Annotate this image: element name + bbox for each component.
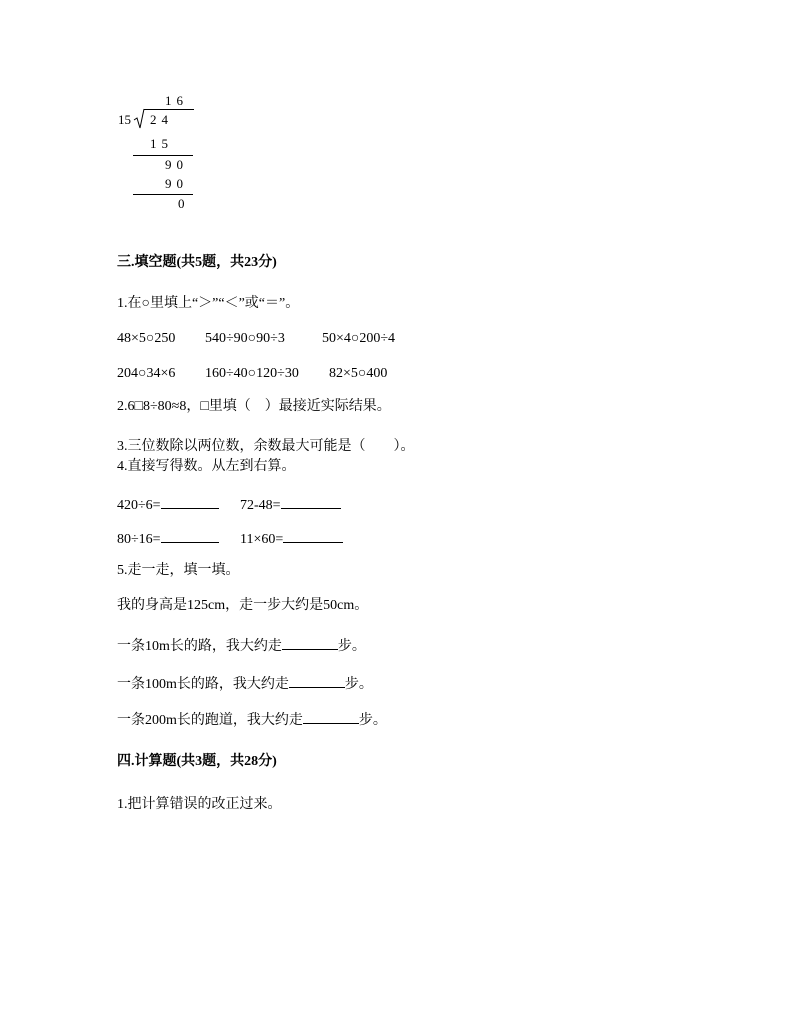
section-4-q1: 1.把计算错误的改正过来。 [117, 797, 282, 812]
q4-item: 420÷6= [117, 494, 219, 515]
division-bar [144, 109, 194, 110]
answer-blank[interactable] [281, 494, 341, 509]
answer-blank[interactable] [161, 494, 219, 509]
q1-item: 50×4○200÷4 [322, 331, 396, 346]
division-step-3: 90 [165, 176, 188, 191]
quotient: 16 [165, 93, 188, 108]
answer-blank[interactable] [282, 635, 338, 650]
q5-line: 一条200m长的跑道，我大约走 步。 [117, 709, 387, 730]
q1-item: 540÷90○90÷3 [205, 331, 285, 346]
q1-item: 48×5○250 [117, 331, 176, 346]
q4-prompt: 4.直接写得数。从左到右算。 [117, 459, 296, 474]
q5-prompt: 5.走一走，填一填。 [117, 563, 240, 578]
q3-text: 3.三位数除以两位数，余数最大可能是（ ）。 [117, 439, 415, 454]
q4-item: 11×60= [240, 528, 343, 549]
division-remainder: 0 [178, 196, 190, 211]
q1-item: 82×5○400 [329, 366, 388, 381]
dividend: 24 [150, 112, 173, 127]
division-line-1 [133, 155, 193, 156]
q1-item: 204○34×6 [117, 366, 176, 381]
division-bracket-icon [133, 108, 145, 130]
q4-item: 80÷16= [117, 528, 219, 549]
answer-blank[interactable] [303, 709, 359, 724]
q5-intro: 我的身高是125cm，走一步大约是50cm。 [117, 598, 369, 613]
divisor: 15 [118, 112, 131, 127]
q1-item: 160÷40○120÷30 [205, 366, 299, 381]
division-step-1: 15 [150, 136, 173, 151]
answer-blank[interactable] [289, 673, 345, 688]
section-3-title: 三.填空题(共5题，共23分) [117, 255, 277, 270]
q4-item: 72-48= [240, 494, 341, 515]
division-step-2: 90 [165, 157, 188, 172]
q1-prompt: 1.在○里填上“＞”“＜”或“＝”。 [117, 296, 300, 311]
answer-blank[interactable] [283, 528, 343, 543]
q5-line: 一条10m长的路，我大约走 步。 [117, 635, 366, 656]
section-4-title: 四.计算题(共3题，共28分) [117, 754, 277, 769]
answer-blank[interactable] [161, 528, 219, 543]
q2-text: 2.6□8÷80≈8，□里填（ ）最接近实际结果。 [117, 399, 391, 414]
division-line-2 [133, 194, 193, 195]
q5-line: 一条100m长的路，我大约走 步。 [117, 673, 373, 694]
